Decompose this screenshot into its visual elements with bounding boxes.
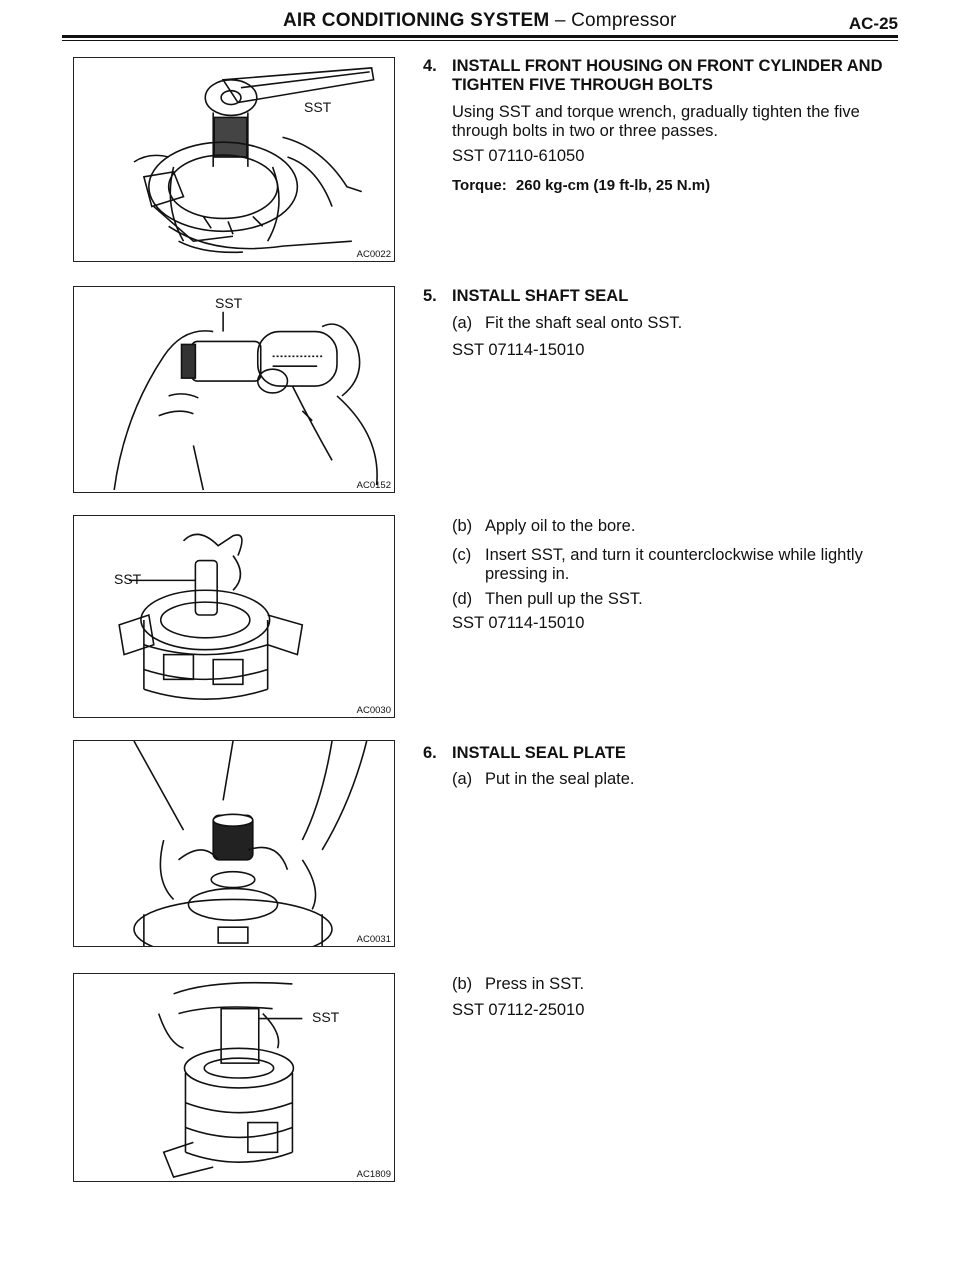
step-6b bbox=[452, 975, 917, 995]
step-5b bbox=[452, 517, 917, 537]
section-title bbox=[283, 10, 677, 32]
step-title: INSTALL SEAL PLATE bbox=[452, 744, 626, 762]
insert-sst-illustration bbox=[74, 516, 394, 717]
step-number: 5. bbox=[423, 287, 437, 305]
step-6-heading bbox=[423, 744, 913, 764]
torque-wrench-illustration bbox=[74, 58, 394, 261]
substep-text: Press in SST. bbox=[485, 975, 585, 993]
figure-id: AC0022 bbox=[356, 249, 391, 260]
figure-insert-sst bbox=[73, 515, 395, 718]
page-code: AC-25 bbox=[848, 14, 898, 33]
substep-text: Fit the shaft seal onto SST. bbox=[485, 314, 683, 332]
shaft-seal-illustration bbox=[74, 287, 394, 492]
figure-shaft-seal bbox=[73, 286, 395, 493]
step-title: INSTALL FRONT HOUSING ON FRONT CYLINDER AND TIGHTEN FIVE THROUGH BOLTS bbox=[452, 57, 883, 94]
substep-label: (a) bbox=[452, 314, 473, 332]
step-5-sst-2: SST 07114-15010 bbox=[452, 614, 585, 632]
sst-callout: SST bbox=[312, 1009, 340, 1025]
torque-label: Torque: bbox=[452, 177, 507, 194]
substep-text: Then pull up the SST. bbox=[485, 590, 643, 608]
sst-callout: SST bbox=[215, 295, 243, 311]
substep-text: Insert SST, and turn it counterclockwise while lightly pressing in. bbox=[485, 546, 863, 583]
sst-callout: SST bbox=[304, 99, 332, 115]
step-4-body: Using SST and torque wrench, gradually tighten the five through bolts in two or three passes. bbox=[452, 103, 860, 140]
figure-seal-plate bbox=[73, 740, 395, 947]
step-number: 4. bbox=[423, 57, 437, 75]
torque-value: 260 kg-cm (19 ft-lb, 25 N.m) bbox=[515, 177, 711, 194]
step-5-sst-1: SST 07114-15010 bbox=[452, 341, 585, 359]
figure-torque-wrench bbox=[73, 57, 395, 262]
substep-label: (d) bbox=[452, 590, 473, 608]
subsection-name: – Compressor bbox=[549, 10, 677, 31]
header-rule-thin bbox=[62, 40, 898, 41]
header-rule bbox=[62, 35, 898, 38]
step-4-heading bbox=[423, 57, 913, 97]
step-4-sst: SST 07110-61050 bbox=[452, 147, 585, 165]
substep-label: (a) bbox=[452, 770, 473, 788]
substep-label: (b) bbox=[452, 975, 473, 993]
figure-id: AC0031 bbox=[356, 934, 391, 945]
step-5-heading bbox=[423, 287, 913, 307]
substep-label: (c) bbox=[452, 546, 472, 564]
press-sst-illustration bbox=[74, 974, 394, 1181]
step-5d bbox=[452, 590, 917, 610]
substep-label: (b) bbox=[452, 517, 473, 535]
step-6-sst: SST 07112-25010 bbox=[452, 1001, 585, 1019]
step-4-torque bbox=[452, 176, 710, 195]
step-number: 6. bbox=[423, 744, 437, 762]
step-6a bbox=[452, 770, 917, 790]
step-5c bbox=[452, 546, 917, 586]
figure-press-sst bbox=[73, 973, 395, 1182]
figure-id: AC0152 bbox=[356, 480, 391, 491]
substep-text: Apply oil to the bore. bbox=[485, 517, 636, 535]
substep-text: Put in the seal plate. bbox=[485, 770, 635, 788]
seal-plate-illustration bbox=[74, 741, 394, 946]
section-name: AIR CONDITIONING SYSTEM bbox=[283, 10, 550, 31]
step-5a bbox=[452, 314, 917, 334]
figure-id: AC0030 bbox=[356, 705, 391, 716]
step-title: INSTALL SHAFT SEAL bbox=[452, 287, 629, 305]
sst-callout: SST bbox=[114, 571, 142, 587]
figure-id: AC1809 bbox=[356, 1169, 391, 1180]
